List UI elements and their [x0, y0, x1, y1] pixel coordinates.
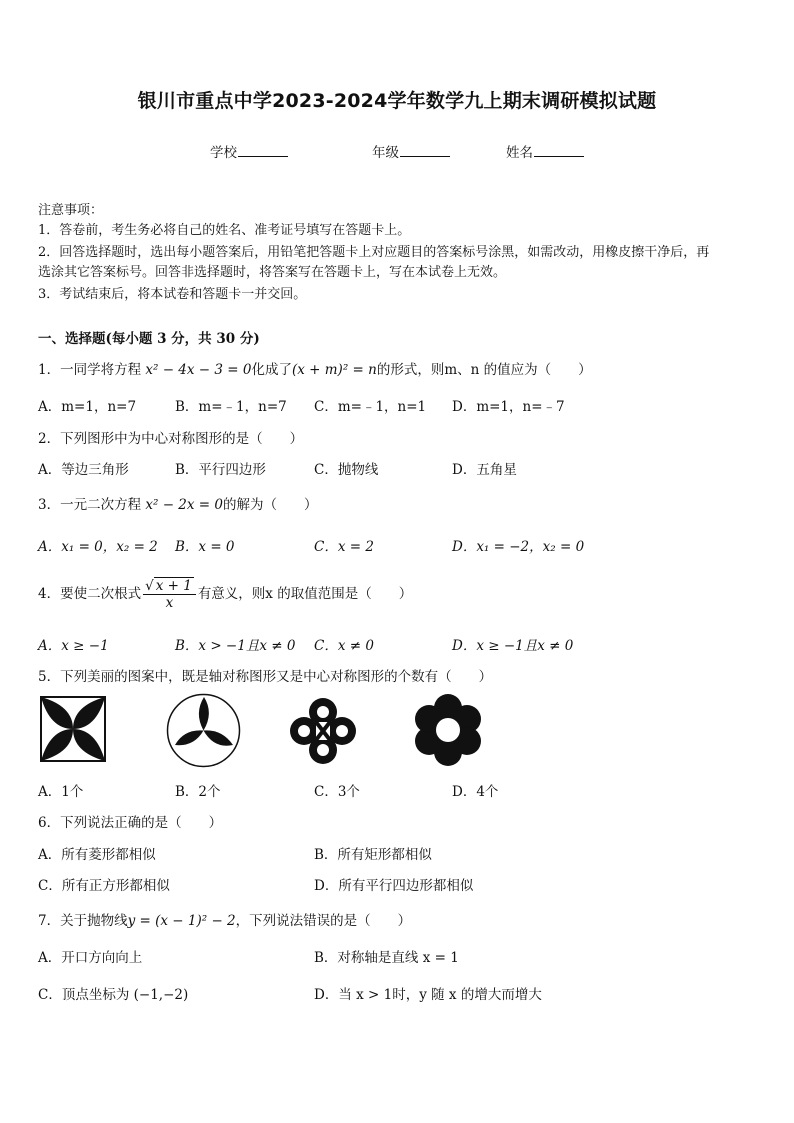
- q1-option-a[interactable]: A．m=1，n=7: [38, 399, 137, 415]
- q4-option-c[interactable]: C．x ≠ 0: [314, 638, 374, 654]
- q3-option-a[interactable]: A．x₁ = 0，x₂ = 2: [38, 539, 158, 555]
- name-field[interactable]: 姓名: [506, 141, 584, 161]
- question-1: 1．一同学将方程 x² − 4x − 3 = 0化成了(x + m)² = n的形式，则m、n 的值应为（ ）: [38, 362, 592, 378]
- q5-option-b[interactable]: B．2个: [175, 784, 221, 800]
- q2-option-a[interactable]: A．等边三角形: [38, 462, 129, 478]
- question-2: 2．下列图形中为中心对称图形的是（ ）: [38, 431, 304, 447]
- q7-option-c[interactable]: C．顶点坐标为 (−1,−2): [38, 987, 189, 1003]
- notes-heading: 注意事项：: [38, 203, 104, 218]
- q7-option-b[interactable]: B．对称轴是直线 x = 1: [314, 950, 459, 966]
- q4-option-a[interactable]: A．x ≥ −1: [38, 638, 109, 654]
- pattern-square-leaves-icon: [40, 696, 106, 762]
- note-item: 2．回答选择题时，选出每小题答案后，用铅笔把答题卡上对应题目的答案标号涂黑，如需改动，用橡皮擦干净后，再: [38, 245, 710, 260]
- pattern-interlocking-rings-icon: [286, 694, 360, 768]
- q3-option-d[interactable]: D．x₁ = −2，x₂ = 0: [452, 539, 585, 555]
- q1-option-b[interactable]: B．m=﹣1，n=7: [175, 399, 287, 415]
- section-heading: 一、选择题(每小题 3 分，共 30 分): [38, 331, 260, 347]
- q7-option-d[interactable]: D．当 x > 1时，y 随 x 的增大而增大: [314, 987, 542, 1003]
- q7-option-a[interactable]: A．开口方向向上: [38, 950, 143, 966]
- question-6: 6．下列说法正确的是（ ）: [38, 815, 223, 831]
- q6-option-a[interactable]: A．所有菱形都相似: [38, 847, 156, 863]
- q5-option-d[interactable]: D．4个: [452, 784, 499, 800]
- question-3: 3．一元二次方程 x² − 2x = 0的解为（ ）: [38, 497, 318, 513]
- q5-option-a[interactable]: A．1个: [38, 784, 84, 800]
- q3-option-b[interactable]: B．x = 0: [175, 539, 235, 555]
- q4-option-b[interactable]: B．x > −1且x ≠ 0: [175, 638, 296, 654]
- q1-option-d[interactable]: D．m=1，n=﹣7: [452, 399, 565, 415]
- question-7: 7．关于抛物线y = (x − 1)² − 2，下列说法错误的是（ ）: [38, 913, 412, 929]
- note-item: 选涂其它答案标号。回答非选择题时，将答案写在答题卡上，写在本试卷上无效。: [38, 265, 507, 280]
- pattern-flower-icon: [410, 692, 486, 768]
- q2-option-d[interactable]: D．五角星: [452, 462, 517, 478]
- radical-fraction: $\frac{√ x + 1}{x}$: [143, 578, 196, 611]
- question-4: 4．要使二次根式 $\frac{√ x + 1}{x}$ 有意义，则x 的取值范围是（ ）: [38, 578, 413, 611]
- note-item: 1．答卷前，考生务必将自己的姓名、准考证号填写在答题卡上。: [38, 223, 411, 238]
- school-field[interactable]: 学校: [210, 141, 288, 161]
- grade-field[interactable]: 年级: [372, 141, 450, 161]
- question-5: 5．下列美丽的图案中，既是轴对称图形又是中心对称图形的个数有（ ）: [38, 669, 493, 685]
- page-title: 银川市重点中学2023-2024学年数学九上期末调研模拟试题: [137, 90, 657, 112]
- q6-option-b[interactable]: B．所有矩形都相似: [314, 847, 432, 863]
- pattern-circle-blades-icon: [166, 693, 241, 768]
- q2-option-c[interactable]: C．抛物线: [314, 462, 379, 478]
- q2-option-b[interactable]: B．平行四边形: [175, 462, 266, 478]
- q1-option-c[interactable]: C．m=﹣1，n=1: [314, 399, 427, 415]
- q6-option-d[interactable]: D．所有平行四边形都相似: [314, 878, 474, 894]
- q5-option-c[interactable]: C．3个: [314, 784, 360, 800]
- q3-option-c[interactable]: C．x = 2: [314, 539, 374, 555]
- q4-option-d[interactable]: D．x ≥ −1且x ≠ 0: [452, 638, 574, 654]
- q6-option-c[interactable]: C．所有正方形都相似: [38, 878, 170, 894]
- note-item: 3．考试结束后，将本试卷和答题卡一并交回。: [38, 287, 307, 302]
